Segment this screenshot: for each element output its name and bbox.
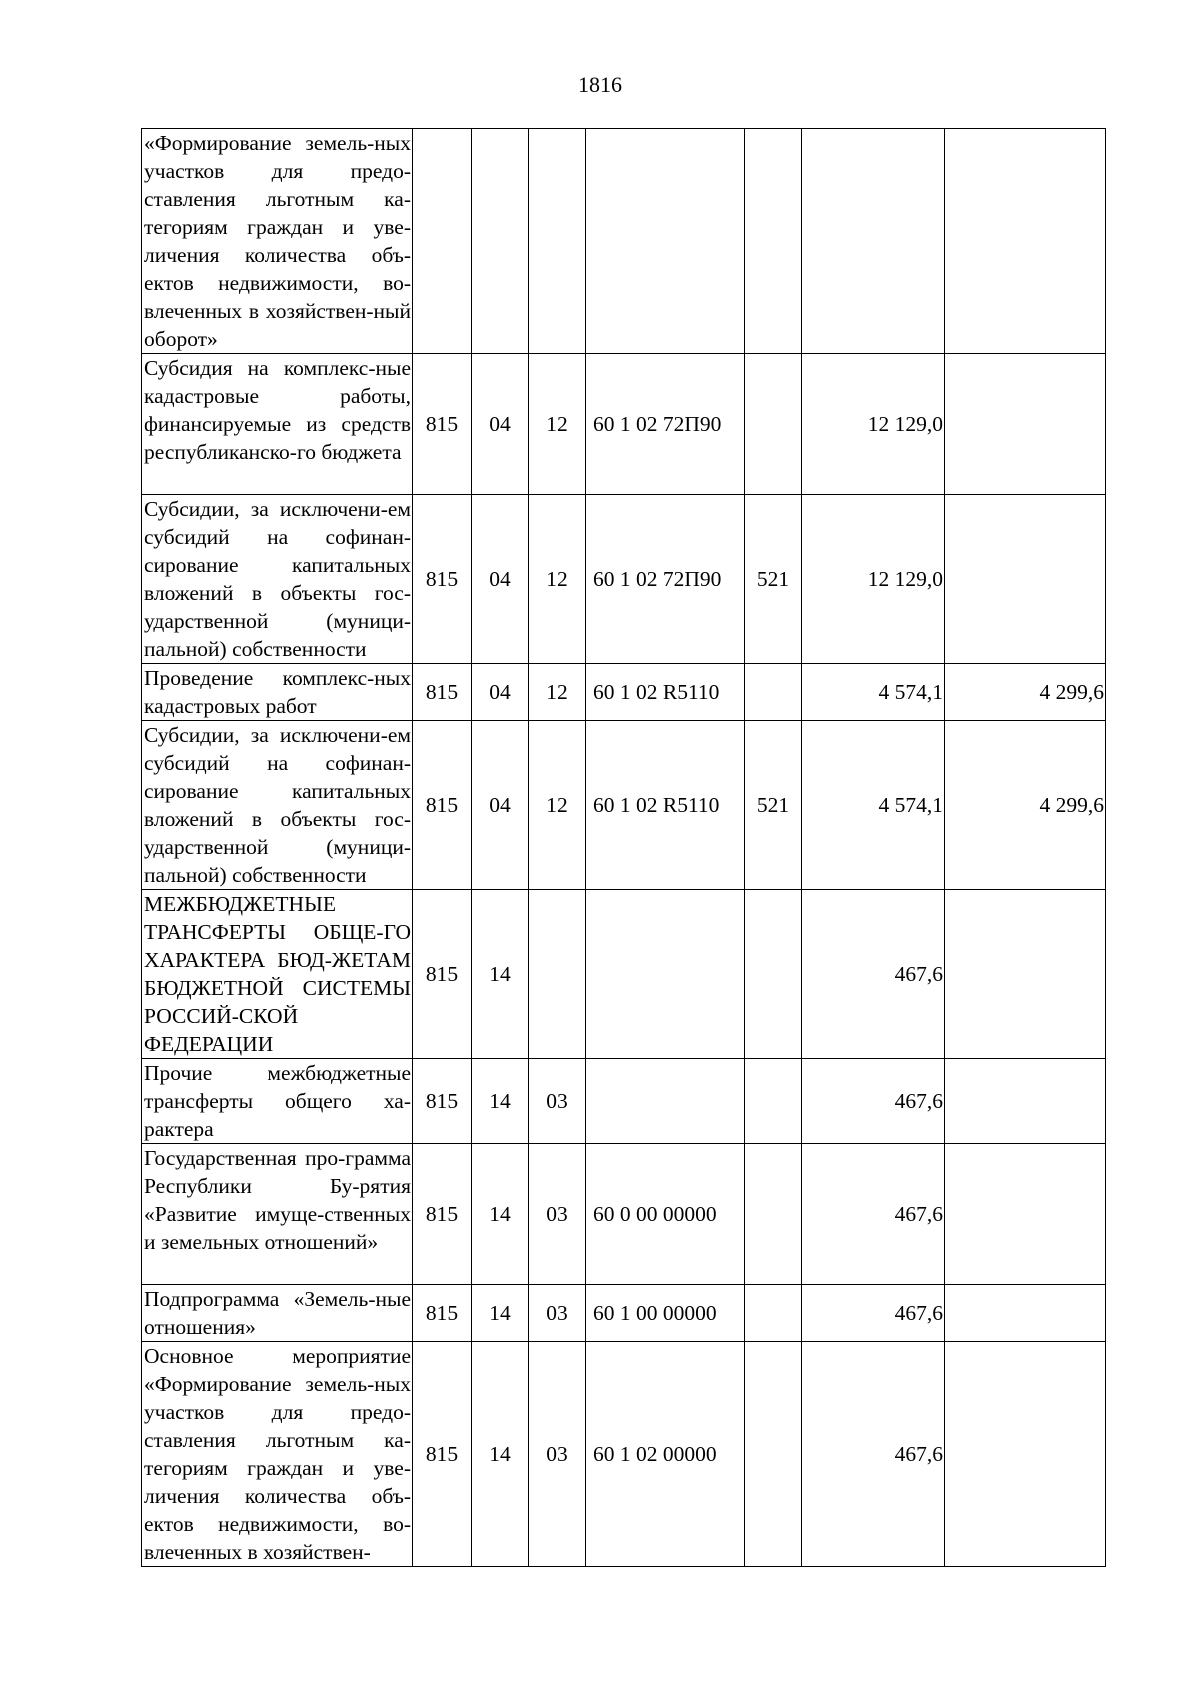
target-article-code: 60 1 02 72П90 [586,354,745,495]
target-article-code [586,1059,745,1144]
row-name: Прочие межбюджетные трансферты общего ха-рактера [142,1059,413,1144]
amount-1: 467,6 [802,1285,945,1342]
expense-type-code [745,1285,802,1342]
amount-2 [945,129,1106,354]
row-name: Субсидия на комплекс-ные кадастровые работы, финансируемые из средств республиканско-го бюджета [142,354,413,495]
amount-2 [945,1285,1106,1342]
table-row [142,495,1106,664]
amount-1: 4 574,1 [802,721,945,890]
section-code: 04 [472,495,529,664]
amount-2 [945,890,1106,1059]
subsection-code: 03 [529,1144,586,1285]
expense-type-code: 521 [745,721,802,890]
section-code: 14 [472,1144,529,1285]
amount-2 [945,1059,1106,1144]
row-name: Проведение комплекс-ных кадастровых работ [142,664,413,721]
ministry-code: 815 [413,1059,472,1144]
table-row [142,1342,1106,1567]
subsection-code: 12 [529,354,586,495]
amount-1: 467,6 [802,1059,945,1144]
amount-1: 4 574,1 [802,664,945,721]
section-code: 14 [472,1059,529,1144]
table-row [142,721,1106,890]
amount-2 [945,1342,1106,1567]
row-name: МЕЖБЮДЖЕТНЫЕ ТРАНСФЕРТЫ ОБЩЕ-ГО ХАРАКТЕРА БЮД-ЖЕТАМ БЮДЖЕТНОЙ СИСТЕМЫ РОССИЙ-СКОЙ ФЕДЕРАЦИИ [142,890,413,1059]
ministry-code: 815 [413,890,472,1059]
table-row [142,1144,1106,1285]
subsection-code: 03 [529,1285,586,1342]
target-article-code: 60 1 02 R5110 [586,721,745,890]
amount-2: 4 299,6 [945,664,1106,721]
row-name: Субсидии, за исключени-ем субсидий на софинан-сирование капитальных вложений в объекты гос-ударственной (муници-пальной) собственности [142,721,413,890]
subsection-code: 12 [529,664,586,721]
target-article-code: 60 0 00 00000 [586,1144,745,1285]
table-row [142,664,1106,721]
ministry-code: 815 [413,721,472,890]
expense-type-code: 521 [745,495,802,664]
expense-type-code [745,354,802,495]
section-code: 04 [472,354,529,495]
amount-1: 12 129,0 [802,495,945,664]
amount-1: 12 129,0 [802,354,945,495]
expense-type-code [745,890,802,1059]
ministry-code: 815 [413,664,472,721]
target-article-code: 60 1 02 R5110 [586,664,745,721]
target-article-code: 60 1 00 00000 [586,1285,745,1342]
ministry-code [413,129,472,354]
table-row [142,890,1106,1059]
section-code: 14 [472,1342,529,1567]
amount-2 [945,1144,1106,1285]
section-code: 04 [472,721,529,890]
section-code: 14 [472,890,529,1059]
subsection-code: 03 [529,1059,586,1144]
amount-2: 4 299,6 [945,721,1106,890]
amount-1: 467,6 [802,1342,945,1567]
section-code [472,129,529,354]
amount-2 [945,354,1106,495]
subsection-code [529,890,586,1059]
table-row [142,354,1106,495]
ministry-code: 815 [413,495,472,664]
row-name: Государственная про-грамма Республики Бу-рятия «Развитие имуще-ственных и земельных отношений» [142,1144,413,1285]
section-code: 04 [472,664,529,721]
subsection-code [529,129,586,354]
subsection-code: 03 [529,1342,586,1567]
expense-type-code [745,129,802,354]
expense-type-code [745,664,802,721]
table-row [142,129,1106,354]
budget-table [141,128,1106,1567]
expense-type-code [745,1059,802,1144]
target-article-code [586,890,745,1059]
subsection-code: 12 [529,721,586,890]
target-article-code: 60 1 02 00000 [586,1342,745,1567]
row-name: Субсидии, за исключени-ем субсидий на софинан-сирование капитальных вложений в объекты гос-ударственной (муници-пальной) собственности [142,495,413,664]
ministry-code: 815 [413,1342,472,1567]
subsection-code: 12 [529,495,586,664]
amount-1 [802,129,945,354]
target-article-code [586,129,745,354]
page-number: 1816 [578,72,622,97]
row-name: «Формирование земель-ных участков для предо-ставления льготным ка-тегориям граждан и уве-личения количества объ-ектов недвижимости, во-влеченных в хозяйствен-ный оборот» [142,129,413,354]
section-code: 14 [472,1285,529,1342]
amount-2 [945,495,1106,664]
expense-type-code [745,1342,802,1567]
target-article-code: 60 1 02 72П90 [586,495,745,664]
table-row [142,1059,1106,1144]
ministry-code: 815 [413,1144,472,1285]
ministry-code: 815 [413,1285,472,1342]
expense-type-code [745,1144,802,1285]
amount-1: 467,6 [802,1144,945,1285]
ministry-code: 815 [413,354,472,495]
amount-1: 467,6 [802,890,945,1059]
row-name: Подпрограмма «Земель-ные отношения» [142,1285,413,1342]
table-row [142,1285,1106,1342]
row-name: Основное мероприятие «Формирование земель-ных участков для предо-ставления льготным ка-тегориям граждан и уве-личения количества объ-ектов недвижимости, во-влеченных в хозяйствен- [142,1342,413,1567]
